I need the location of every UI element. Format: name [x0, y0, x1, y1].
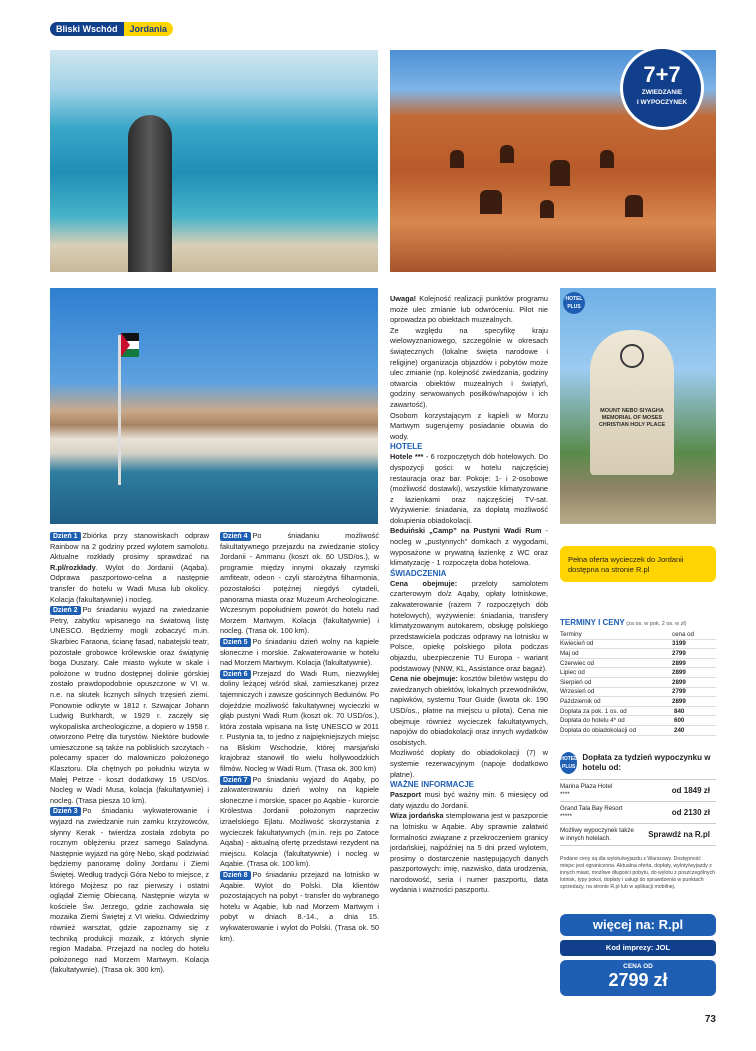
price-table-title: TERMINY I CENY (za os. w pok. 2 os. w zł) [560, 618, 687, 627]
price-row: Sierpień od 2899 [560, 678, 716, 688]
badge-line1: ZWIEDZANIE [641, 89, 683, 96]
day-6: Dzień 6 Przejazd do Wadi Rum, niezwykłej doliny leżącej wśród skał, zamieszkanej przez tajemniczych i zawsze gościnnych Beduinów. Po dojeździe możliwość fakultatywnej wycieczki w głąb pustyni Wadi Rum (koszt ok. 70 USD/os.), która została wpisana na listę UNESCO w 2011 r. Pustynia ta, to jedno z najpiękniejszych miejsc na Bliskim Wschodzie, której marsjański krajobraz stanowił tło wielu hollywoodzkich filmów. Nocleg w Wadi Rum. (Trasa ok. 300 km) [220, 668, 379, 774]
itinerary-column-1 [50, 531, 209, 976]
info-column [390, 294, 548, 896]
visa-info: Wiza jordańska stemplowana jest w paszporcie na lotnisku w Aqabie. Aby sprawnie załatwić formalności związane z przekroczeniem granicy jordańskiej, najpóźniej na 5 dni przed wylotem, prosimy o dostarczenie następujących danych paszportowych: imię, nazwisko, data urodzenia, narodowość, seria i numer paszportu, data wydania i ważności paszportu. [390, 811, 548, 895]
supplement-title: Dopłata za tydzień wypoczynku w hotelu od: [582, 753, 711, 772]
hotel-plus-icon: HOTEL PLUS [560, 752, 577, 774]
hotel-supplement [560, 752, 716, 846]
important-heading: WAŻNE INFORMACJE [390, 780, 474, 790]
supplement-row: Możliwy wypoczynek także w innych hotelach. Sprawdź na R.pl [560, 824, 716, 846]
photo-dead-sea-statue [50, 50, 378, 272]
supplement-row: Grand Tala Bay Resort ***** od 2130 zł [560, 802, 716, 824]
page-number: 73 [704, 1014, 716, 1025]
price-row: Lipiec od 2899 [560, 668, 716, 678]
hotel-plus-icon: HOTEL PLUS [563, 292, 585, 314]
stone-emblem-icon [620, 344, 644, 368]
region-tag[interactable]: Bliski Wschód [50, 22, 124, 36]
country-tag[interactable]: Jordania [124, 22, 174, 36]
petra-cave [480, 190, 502, 214]
itinerary-column-2 [220, 531, 379, 944]
day-1: Dzień 1 Zbiórka przy stanowiskach odpraw Rainbow na 2 godziny przed wylotem samolotu. Aktualne rozkłady prosimy sprawdzać na R.pl/rozkłady. Wylot do Jordanii (Aqaba). Odprawa paszportowo-celna a następnie transfer do hotelu w Wadi Musa lub okolicy. Kolacja (fakultatywnie) i nocleg. [50, 531, 209, 604]
badge-number: 7+7 [643, 62, 681, 87]
price-excludes: Cena nie obejmuje: kosztów biletów wstępu do zwiedzanych obiektów, lokalnych przewodników, napiwków, systemu Tour Guide (kwota ok. 190 USD/os., płatne na miejscu u pilota). Cena nie obejmuje również wycieczek fakultatywnych, napojów do obiadokolacji oraz innych wydatków osobistych. [390, 674, 548, 747]
fine-print: Podane ceny są dla wylotu/wyjazdu z Warszawy. Dostępność miejsc jest ograniczona. Aktualna oferta, dopłaty, wyloty/wyjazdy z innych miast, możliwe długości pobytu, do wylotu z poszczególnych lotnisk, typy pokoi, dopłaty i usługi do sprawdzenia w punktach sprzedaży, na stronie R.pl lub w aplikacji mobilnej. [560, 856, 716, 890]
day-7: Dzień 7 Po śniadaniu wyjazd do Aqaby, po zakwaterowaniu dzień wolny na kąpiele słoneczne i morskie, spacer po Aqabie - kurorcie Królestwa Jordanii położonym naprzeciw izraelskiego Ejlatu. Możliwość skorzystania z wycieczek fakultatywnych (m.in. rejs po Zatoce Aqaba) - aktualną ofertę przedstawi rezydent na miejscu. Kolacja (fakultatywnie) i nocleg w Aqabie. (Trasa ok. 100 km). [220, 774, 379, 869]
photo-aqaba-flag [50, 288, 378, 524]
day-5-label: Dzień 5 [220, 638, 251, 647]
day-4-label: Dzień 4 [220, 532, 251, 541]
price-row: Maj od 2799 [560, 649, 716, 659]
jordan-flag-icon [121, 333, 139, 357]
day-1-label: Dzień 1 [50, 532, 81, 541]
statue [128, 115, 172, 272]
hotels-info: Hotele *** - 6 rozpoczętych dób hotelowych. Do dyspozycji gości: w hotelu najczęściej restauracja oraz bar. Pokoje: 1- i 2-osobowe (możliwość dostawki), wszystkie klimatyzowane z łazienkami oraz najczęściej TV-sat. Wyżywienie: śniadania, za dopłatą możliwość dokupienia obiadokolacji. [390, 452, 548, 525]
schedule-link[interactable]: R.pl/rozkłady [50, 562, 96, 572]
breadcrumb [50, 22, 173, 36]
badge-line2: I WYPOCZYNEK [636, 99, 688, 106]
price-row: Wrzesień od 2799 [560, 688, 716, 698]
price-row: Czerwiec od 2899 [560, 659, 716, 669]
offer-box[interactable]: Pełna oferta wycieczek do Jordanii dostępna na stronie R.pl [560, 546, 716, 582]
petra-cave [600, 150, 614, 168]
day-8: Dzień 8 Po śniadaniu przejazd na lotnisko w Aqabie. Wylot do Polski. Dla klientów pozostających na pobyt - transfer do wybranego hotelu w Aqabie, lub nad Morzem Martwym i pobyt w dniach 8.-14., a dnia 15. wykwaterowanie i wylot do Polski. (Trasa ok. 50 km). [220, 870, 379, 943]
mount-nebo-stone [590, 330, 674, 475]
notice-religious: Ze względu na specyfikę kraju wielowyznaniowego, szczególnie w okresach świątecznych (lokalne święta narodowe i religijne) organizacja objazdów i pobytów może ulec zmianie (np. kolejność zwiedzania, godziny otwarcia obiektów muzealnych i świątyń, godziny serwowanych posiłków/napojów i ich zawartość). [390, 325, 548, 409]
flag-pole [118, 335, 121, 485]
notice: Uwaga! Kolejność realizacji punktów programu może ulec zmianie lub odwróceniu. Pilot nie oprowadza po obiektach muzealnych. [390, 294, 548, 325]
petra-cave [540, 200, 554, 218]
day-5: Dzień 5 Po śniadaniu dzień wolny na kąpiele słoneczne i morskie. Zakwaterowanie w hotelu nad Morzem Martwym. Kolacja (fakultatywnie). [220, 636, 379, 668]
petra-cave [625, 195, 643, 217]
price-table-header: Terminy cena od [560, 630, 716, 640]
price-row: Październik od 2899 [560, 697, 716, 707]
price-box [560, 960, 716, 996]
extra-row: Dopłata do obiadokolacji od 240 [560, 726, 716, 736]
extra-row: Dopłata do hotelu 4* od 600 [560, 716, 716, 726]
more-info-button[interactable]: więcej na: R.pl [560, 914, 716, 936]
price-label: CENA OD [623, 963, 653, 970]
petra-cave [550, 160, 570, 186]
price-table [560, 618, 716, 736]
services-heading: ŚWIADCZENIA [390, 568, 447, 578]
supplement-row: Marina Plaza Hotel **** od 1849 zł [560, 780, 716, 802]
check-link[interactable]: Sprawdź na R.pl [648, 830, 710, 839]
day-7-label: Dzień 7 [220, 776, 251, 785]
day-3-label: Dzień 3 [50, 807, 81, 816]
passport-info: Paszport musi być ważny min. 6 miesięcy od daty wjazdu do Jordanii. [390, 790, 548, 810]
notice-dead-sea: Osobom korzystającym z kąpieli w Morzu Martwym sugerujemy posiadanie obuwia do wody. [390, 410, 548, 441]
stone-inscription: MOUNT NEBO SIYAGHA MEMORIAL OF MOSES CHRISTIAN HOLY PLACE [598, 408, 666, 428]
tour-type-badge [620, 46, 704, 130]
dinner-supplement-info: Możliwość dopłaty do obiadokolacji (7) w systemie rezerwacyjnym (napoje dodatkowo płatne). [390, 748, 548, 779]
price-value: 2799 zł [608, 970, 668, 990]
day-8-label: Dzień 8 [220, 871, 251, 880]
day-2: Dzień 2 Po śniadaniu wyjazd na zwiedzanie Petry, zabytku wpisanego na światową listę UNESCO. Będziemy mogli zobaczyć m.in. Skarbiec Faraona, ścianę fasad, nabatejski teatr, pozostałe grobowce królewskie oraz świątynię boga Duszary. Całe miasto wykute w skale i położone w trudno dostępnej dolinie górskiej zostało prawdopodobnie opuszczone w VI w. n.e. na skutek licznych silnych trzęsień ziemi. Ponownie odkryte w 1812 r. Szwajcar Johann Ludwig Burkhardt, w 1929 r. zaczęły się wykopaliska archeologiczne, a dopiero w 1958 r. otworzono Petrę dla turystów. Niektóre budowle umieszczone są także na pobliskich szczytach - polecamy spacer do malowniczo położonego Klasztoru. Dla chętnych po południu wizyta w Małej Petrze - koszt dodatkowy 15 USD/os. Nocleg w Wadi Musa, kolacja (fakultatywnie) i nocleg. (Trasa piesza 10 km). [50, 605, 209, 805]
price-includes: Cena obejmuje: przeloty samolotem czarterowym do/z Aqaby, opłaty lotniskowe, zakwaterowanie (razem 7 rozpoczętych dób hotelowych), wyżywienie: śniadania, transfery klimatyzowanym autokarem, obsługę polskiego przedstawiciela podczas odprawy na lotnisku w Polsce, opiekę polskiego pilota podczas objazdu, ubezpieczenie TU Europa - wariant podstawowy (NNW, KL, Assistance oraz bagaż). [390, 578, 548, 673]
day-4: Dzień 4 Po śniadaniu możliwość fakultatywnego przejazdu na zwiedzanie stolicy Jordanii - Ammanu (koszt ok. 60 USD/os.), w programie między innymi okazały rzymski amfiteatr, odeon - czyli starożytna filharmonia, pozostałości potężnej niegdyś cytadeli, panorama miasta oraz Muzeum Archeologiczne. Wczesnym popołudniem powrót do hotelu nad Morzem Martwym. Kolacja (fakultatywnie) i nocleg. (Trasa ok. 100 km). [220, 531, 379, 636]
hotels-heading: HOTELE [390, 442, 423, 452]
day-2-label: Dzień 2 [50, 606, 81, 615]
petra-cave [450, 150, 464, 168]
tour-code: Kod imprezy: JOL [560, 940, 716, 956]
petra-cave [500, 145, 514, 163]
day-6-label: Dzień 6 [220, 670, 251, 679]
camp-info: Beduiński „Camp” na Pustyni Wadi Rum - nocleg w „pustynnych” domkach z wygodami, wyposażone w prywatną łazienkę z WC oraz klimatyzację - 1 rozpoczęta doba hotelowa. [390, 526, 548, 568]
extra-row: Dopłata za pok. 1 os. od 840 [560, 707, 716, 717]
price-row: Kwiecień od 3199 [560, 640, 716, 650]
day-3: Dzień 3 Po śniadaniu wykwaterowanie i wyjazd na zwiedzanie ruin zamku krzyżowców, słynny Kerak - twierdza została zdobyta po rocznym oblężeniu przez samego Saladyna. Następnie wyjazd na górę Nebo, skąd podziwiać będziemy panoramę doliny Jordanu i Ziemi Świętej. Według tradycji Góra Nebo to miejsce, z którego Mojżesz po raz pierwszy i ostatni oglądał Ziemię Obiecaną. Następnie wizyta w kościele Św. Jerzego, gdzie zachowała się mozaika Ziemi Świętej z VI wieku. Odwiedzimy również warsztat, gdzie zapoznamy się z techniką produkcji mozaik, z których słynie region Madaba. Przejazd na nocleg do hotelu położonego nad Morzem Martwym. Kolacja (fakultatywnie). (Trasa ok. 300 km). [50, 806, 209, 975]
